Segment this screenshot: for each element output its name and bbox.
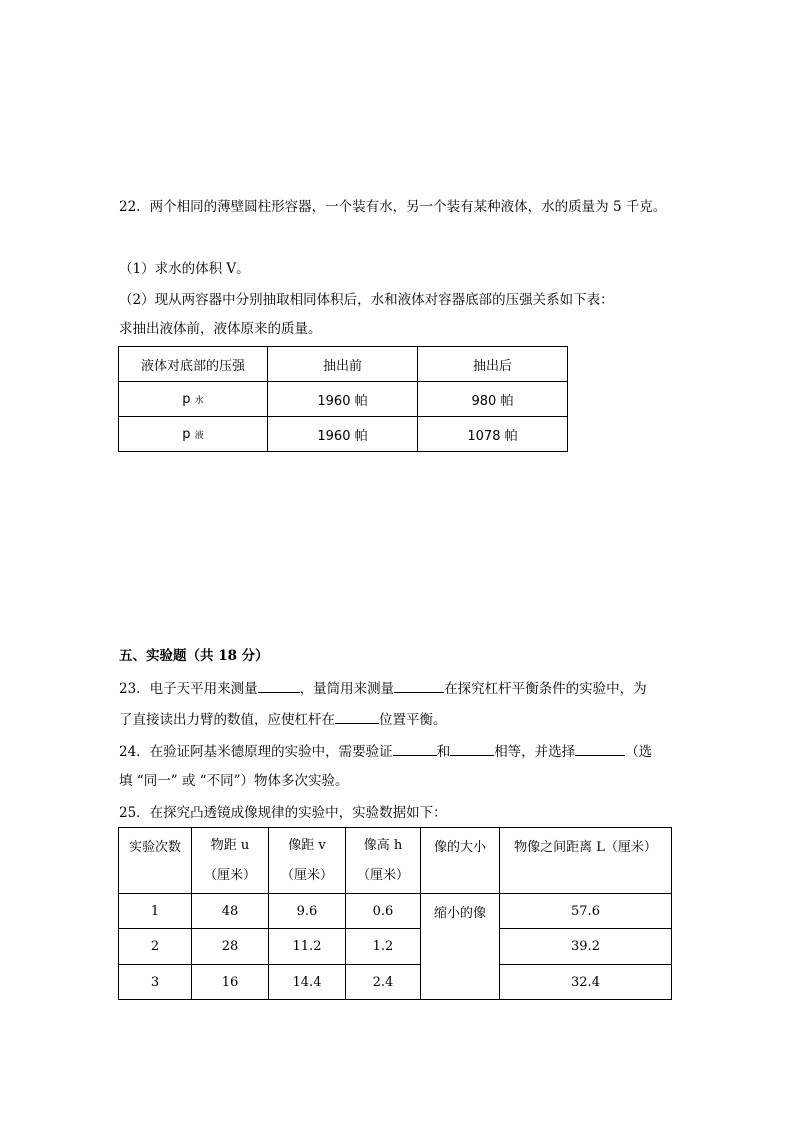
table-header-row: [119, 828, 672, 894]
q24-line1: 24．在验证阿基米德原理的实验中，需要验证 和 相等，并选择 （选: [119, 741, 652, 762]
distance-L: 57.6: [500, 894, 672, 929]
trial-number: 1: [119, 894, 192, 929]
header-before: 抽出前: [268, 347, 418, 382]
object-distance: 28: [192, 929, 269, 965]
table-row: [119, 417, 568, 452]
header-after: 抽出后: [418, 347, 568, 382]
q22-part2: （2）现从两容器中分别抽取相同体积后，水和液体对容器底部的压强关系如下表：: [119, 292, 614, 308]
table-row: [119, 382, 568, 417]
liquid-after: 1078 帕: [418, 417, 568, 452]
table-row: [119, 929, 672, 965]
trial-number: 2: [119, 929, 192, 965]
object-distance: 16: [192, 965, 269, 1000]
pressure-water-label: p 水: [119, 382, 268, 417]
q24-line2: 填 “同一” 或 “不同”）物体多次实验。: [119, 773, 349, 789]
trial-number: 3: [119, 965, 192, 1000]
header-image-height: 像高 h （厘米）: [346, 828, 421, 894]
header-image-distance: 像距 v （厘米）: [269, 828, 346, 894]
liquid-before: 1960 帕: [268, 417, 418, 452]
header-pressure: 液体对底部的压强: [119, 347, 268, 382]
q22-stem: 22．两个相同的薄壁圆柱形容器，一个装有水，另一个装有某种液体，水的质量为 5 千克。: [119, 199, 667, 215]
distance-L: 32.4: [500, 965, 672, 1000]
q25-stem: 25．在探究凸透镜成像规律的实验中，实验数据如下：: [119, 805, 447, 821]
header-trial: 实验次数: [119, 828, 192, 894]
image-distance: 11.2: [269, 929, 346, 965]
image-size-value: 缩小的像: [421, 894, 500, 1000]
section-title: 五、实验题（共 18 分）: [119, 648, 269, 664]
image-height: 0.6: [346, 894, 421, 929]
q22-part1: （1）求水的体积 V。: [119, 261, 250, 277]
q23-line2: 了直接读出力臂的数值，应使杠杆在 位置平衡。: [119, 709, 447, 730]
header-distance-L: 物像之间距离 L（厘米）: [500, 828, 672, 894]
water-after: 980 帕: [418, 382, 568, 417]
lens-experiment-table: [118, 827, 672, 1000]
image-height: 1.2: [346, 929, 421, 965]
object-distance: 48: [192, 894, 269, 929]
pressure-liquid-label: p 液: [119, 417, 268, 452]
q22-part3: 求抽出液体前，液体原来的质量。: [119, 321, 322, 337]
image-height: 2.4: [346, 965, 421, 1000]
table-row: [119, 965, 672, 1000]
image-distance: 9.6: [269, 894, 346, 929]
table-row: [119, 894, 672, 929]
header-image-size: 像的大小: [421, 828, 500, 894]
pressure-table: [118, 346, 568, 452]
water-before: 1960 帕: [268, 382, 418, 417]
header-object-distance: 物距 u （厘米）: [192, 828, 269, 894]
table-header-row: [119, 347, 568, 382]
image-distance: 14.4: [269, 965, 346, 1000]
distance-L: 39.2: [500, 929, 672, 965]
q23-line1: 23．电子天平用来测量 ，量筒用来测量 在探究杠杆平衡条件的实验中，为: [119, 678, 647, 699]
